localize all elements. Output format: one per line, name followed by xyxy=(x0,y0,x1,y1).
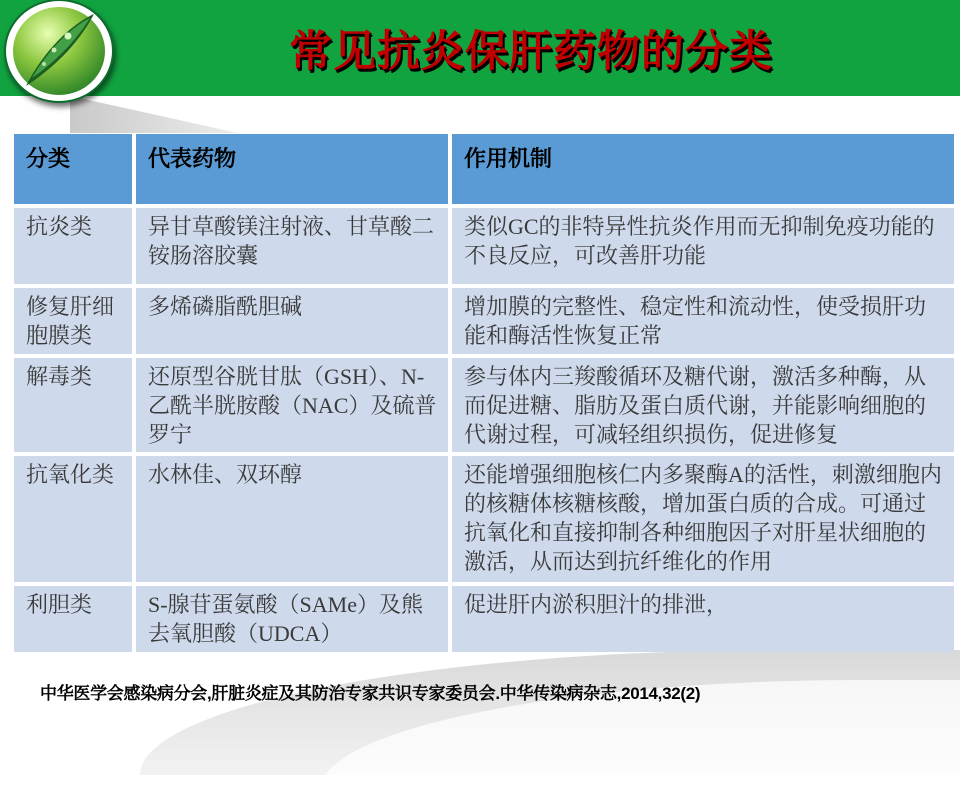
table-row xyxy=(14,358,954,452)
cell-drugs: 还原型谷胱甘肽（GSH）、N-乙酰半胱胺酸（NAC）及硫普罗宁 xyxy=(136,358,448,452)
cell-drugs: 异甘草酸镁注射液、甘草酸二铵肠溶胶囊 xyxy=(136,208,448,284)
page-title: 常见抗炎保肝药物的分类 xyxy=(289,27,773,76)
cell-drugs: 多烯磷脂酰胆碱 xyxy=(136,288,448,354)
table-row xyxy=(14,208,954,284)
cell-mechanism: 参与体内三羧酸循环及糖代谢，激活多种酶，从而促进糖、脂肪及蛋白质代谢，并能影响细胞的代谢过程，可减轻组织损伤，促进修复 xyxy=(452,358,954,452)
col-header-category: 分类 xyxy=(14,134,132,204)
cell-mechanism: 促进肝内淤积胆汁的排泄， xyxy=(452,586,954,652)
cell-drugs: 水林佳、双环醇 xyxy=(136,456,448,582)
leaf-logo-icon xyxy=(2,0,116,106)
cell-mechanism: 增加膜的完整性、稳定性和流动性，使受损肝功能和酶活性恢复正常 xyxy=(452,288,954,354)
cell-category: 修复肝细胞膜类 xyxy=(14,288,132,354)
cell-category: 解毒类 xyxy=(14,358,132,452)
cell-category: 抗氧化类 xyxy=(14,456,132,582)
cell-category: 利胆类 xyxy=(14,586,132,652)
col-header-drugs: 代表药物 xyxy=(136,134,448,204)
footer-citation: 中华医学会感染病分会,肝脏炎症及其防治专家共识专家委员会.中华传染病杂志,2014,32(2) xyxy=(40,684,701,703)
table-row xyxy=(14,586,954,652)
table-row xyxy=(14,288,954,354)
col-header-mechanism: 作用机制 xyxy=(452,134,954,204)
cell-category: 抗炎类 xyxy=(14,208,132,284)
drug-classification-table xyxy=(10,130,958,656)
cell-mechanism: 还能增强细胞核仁内多聚酶A的活性，刺激细胞内的核糖体核糖核酸，增加蛋白质的合成。可通过抗氧化和直接抑制各种细胞因子对肝星状细胞的激活，从而达到抗纤维化的作用 xyxy=(452,456,954,582)
table-row xyxy=(14,456,954,582)
cell-drugs: S-腺苷蛋氨酸（SAMe）及熊去氧胆酸（UDCA） xyxy=(136,586,448,652)
cell-mechanism: 类似GC的非特异性抗炎作用而无抑制免疫功能的不良反应，可改善肝功能 xyxy=(452,208,954,284)
table-header-row xyxy=(14,134,954,204)
